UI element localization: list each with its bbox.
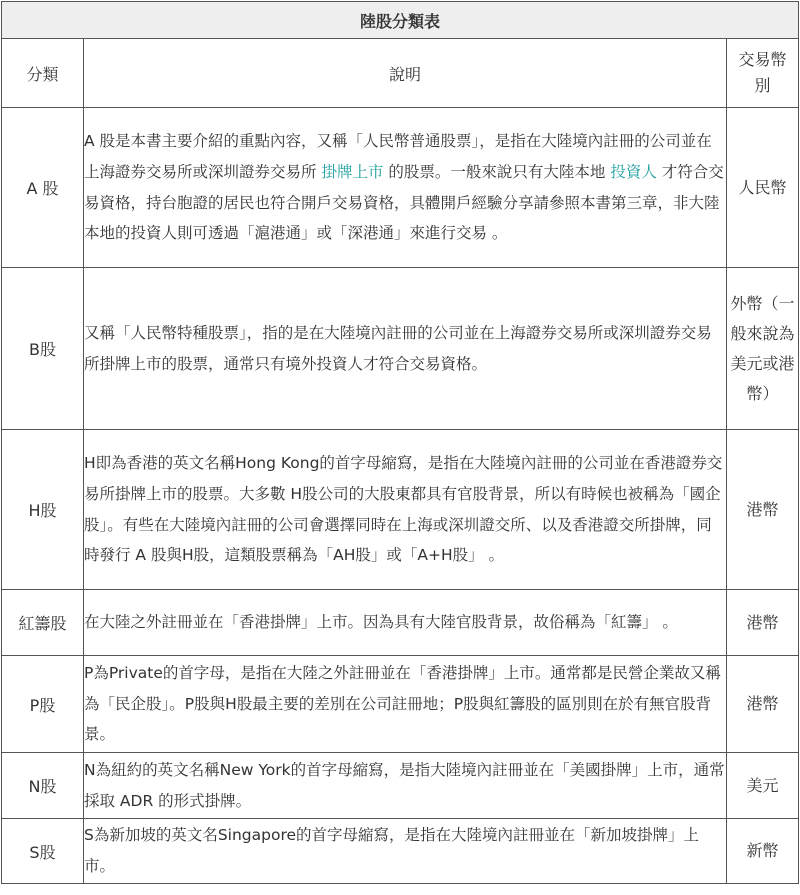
row-type: H股 — [2, 430, 84, 590]
desc-text: 才符合交易資格，持台胞證的居民也符合開戶交易資格，具體開戶經驗分享請參照本書第三章，非大陸本地的投資人則可透過「滬港通」或「深港通」來進行交易 。 — [84, 162, 724, 243]
row-currency: 美元 — [727, 753, 799, 819]
row-currency: 新幣 — [727, 819, 799, 884]
row-currency: 港幣 — [727, 430, 799, 590]
table-row-p-share — [2, 656, 799, 753]
table-caption: 陸股分類表 — [2, 2, 799, 39]
table-row-n-share — [2, 753, 799, 819]
table-row-a-share — [2, 108, 799, 268]
header-currency: 交易幣別 — [727, 39, 799, 108]
table-row-b-share — [2, 268, 799, 430]
desc-text: A 股是本書主要介紹的重點內容，又稱「人民幣普通股票」，是指在大陸境內註冊的公司並在上海證券交易所或深圳證券交易所 — [84, 131, 712, 181]
row-type: N股 — [2, 753, 84, 819]
desc-text: 的股票。一般來說只有大陸本地 — [383, 162, 611, 181]
table-row-red-chip — [2, 590, 799, 656]
table-row-s-share — [2, 819, 799, 884]
row-description: N為紐約的英文名稱New York的首字母縮寫，是指大陸境內註冊並在「美國掛牌」上市，通常採取 ADR 的形式掛牌。 — [84, 753, 727, 819]
row-description: P為Private的首字母，是指在大陸之外註冊並在「香港掛牌」上市。通常都是民營企業故又稱為「民企股」。P股與H股最主要的差別在公司註冊地；P股與紅籌股的區別則在於有無官股背景。 — [84, 656, 727, 753]
row-description: 在大陸之外註冊並在「香港掛牌」上市。因為具有大陸官股背景，故俗稱為「紅籌」 。 — [84, 590, 727, 656]
row-type: B股 — [2, 268, 84, 430]
row-description — [84, 108, 727, 268]
row-currency: 港幣 — [727, 656, 799, 753]
row-currency: 外幣（一般來說為美元或港幣） — [727, 268, 799, 430]
listing-link[interactable]: 掛牌上市 — [321, 162, 384, 181]
row-currency: 港幣 — [727, 590, 799, 656]
share-classification-table — [1, 1, 799, 884]
row-type: S股 — [2, 819, 84, 884]
row-currency: 人民幣 — [727, 108, 799, 268]
header-type: 分類 — [2, 39, 84, 108]
row-description: 又稱「人民幣特種股票」，指的是在大陸境內註冊的公司並在上海證券交易所或深圳證券交易所掛牌上市的股票，通常只有境外投資人才符合交易資格。 — [84, 268, 727, 430]
row-type: A 股 — [2, 108, 84, 268]
investor-link[interactable]: 投資人 — [610, 162, 657, 181]
header-description: 說明 — [84, 39, 727, 108]
row-description: H即為香港的英文名稱Hong Kong的首字母縮寫，是指在大陸境內註冊的公司並在香港證券交易所掛牌上市的股票。大多數 H股公司的大股東都具有官股背景，所以有時候也被稱為「國企股」。有些在大陸境內註冊的公司會選擇同時在上海或深圳證交所、以及香港證交所掛牌，同時發行 A 股與H股，這類股票稱為「AH股」或「A+H股」 。 — [84, 430, 727, 590]
row-type: 紅籌股 — [2, 590, 84, 656]
table-row-h-share — [2, 430, 799, 590]
row-description: S為新加坡的英文名Singapore的首字母縮寫，是指在大陸境內註冊並在「新加坡掛牌」上市。 — [84, 819, 727, 884]
row-type: P股 — [2, 656, 84, 753]
